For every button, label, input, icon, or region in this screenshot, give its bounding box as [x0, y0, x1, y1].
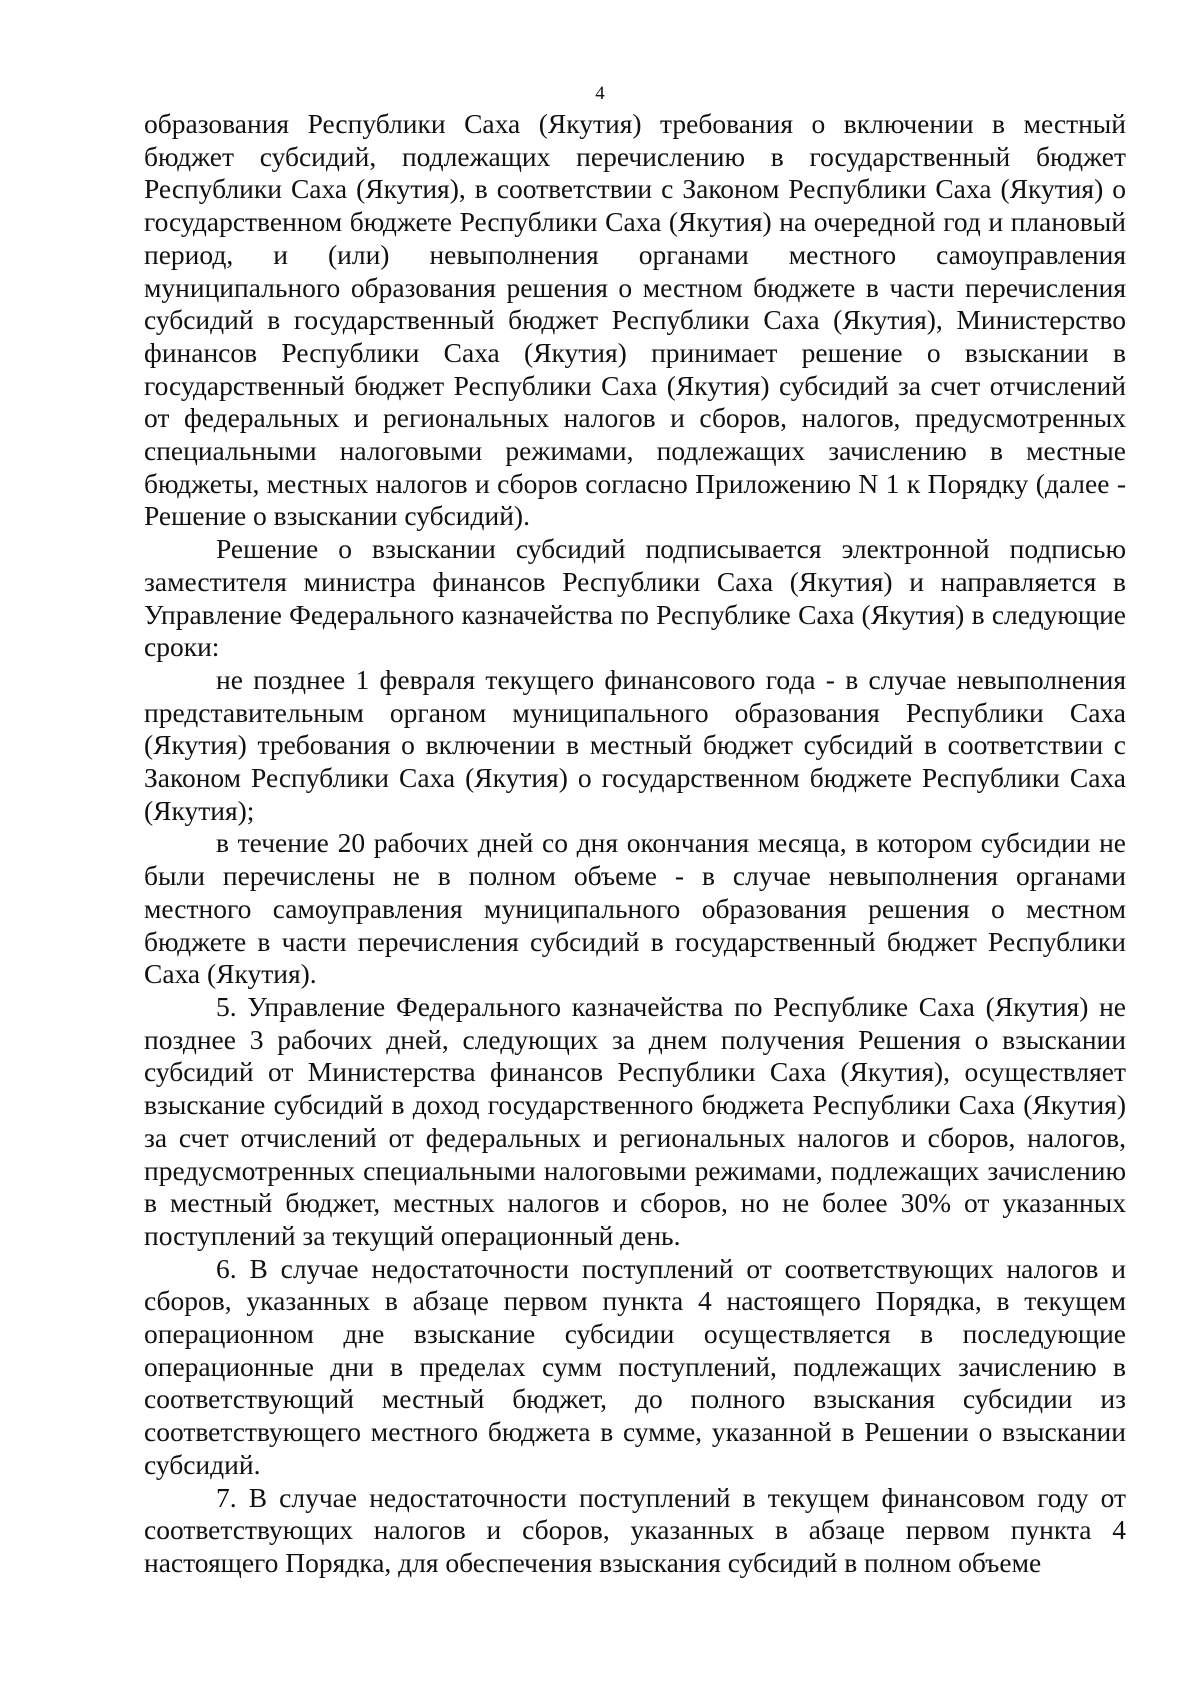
page-number: 4: [595, 83, 605, 104]
paragraph-item-5: 5. Управление Федерального казначейства по Республике Саха (Якутия) не позднее 3 рабочих дней, следующих за днем получения Решения о взыскании субсидий от Министерства финансов Республики Саха (Якутия), осуществляет взыскание субсидий в доход государственного бюджета Республики Саха (Якутия) за счет отчислений от федеральных и региональных налогов и сборов, налогов, предусмотренных специальными налоговыми режимами, подлежащих зачислению в местный бюджет, местных налогов и сборов, но не более 30% от указанных поступлений за текущий операционный день.: [144, 990, 1126, 1251]
paragraph-item-7: 7. В случае недостаточности поступлений в текущем финансовом году от соответствующих налогов и сборов, указанных в абзаце первом пункта 4 настоящего Порядка, для обеспечения взыскания субсидий в полном объеме: [144, 1481, 1126, 1578]
paragraph-deadline-february: не позднее 1 февраля текущего финансового года - в случае невыполнения представительным органом муниципального образования Республики Саха (Якутия) требования о включении в местный бюджет субсидий в соответствии с Законом Республики Саха (Якутия) о государственном бюджете Республики Саха (Якутия);: [144, 663, 1126, 826]
paragraph-signing: Решение о взыскании субсидий подписывается электронной подписью заместителя министра финансов Республики Саха (Якутия) и направляется в Управление Федерального казначейства по Республике Саха (Якутия) в следующие сроки:: [144, 533, 1126, 663]
paragraph-continuation: образования Республики Саха (Якутия) требования о включении в местный бюджет субсидий, подлежащих перечислению в государственный бюджет Республики Саха (Якутия), в соответствии с Законом Республики Саха (Якутия) о государственном бюджете Республики Саха (Якутия) на очередной год и плановый период, и (или) невыполнения органами местного самоуправления муниципального образования решения о местном бюджете в части перечисления субсидий в государственный бюджет Республики Саха (Якутия), Министерство финансов Республики Саха (Якутия) принимает решение о взыскании в государственный бюджет Республики Саха (Якутия) субсидий за счет отчислений от федеральных и региональных налогов и сборов, налогов, предусмотренных специальными налоговыми режимами, подлежащих зачислению в местные бюджеты, местных налогов и сборов согласно Приложению N 1 к Порядку (далее - Решение о взыскании субсидий).: [144, 108, 1126, 532]
paragraph-deadline-20-days: в течение 20 рабочих дней со дня окончания месяца, в котором субсидии не были перечислены не в полном объеме - в случае невыполнения органами местного самоуправления муниципального образования решения о местном бюджете в части перечисления субсидий в государственный бюджет Республики Саха (Якутия).: [144, 827, 1126, 990]
paragraph-item-6: 6. В случае недостаточности поступлений от соответствующих налогов и сборов, указанных в абзаце первом пункта 4 настоящего Порядка, в текущем операционном дне взыскание субсидии осуществляется в последующие операционные дни в пределах сумм поступлений, подлежащих зачислению в соответствующий местный бюджет, до полного взыскания субсидии из соответствующего местного бюджета в сумме, указанной в Решении о взыскании субсидий.: [144, 1252, 1126, 1480]
document-body: [144, 108, 1126, 1580]
